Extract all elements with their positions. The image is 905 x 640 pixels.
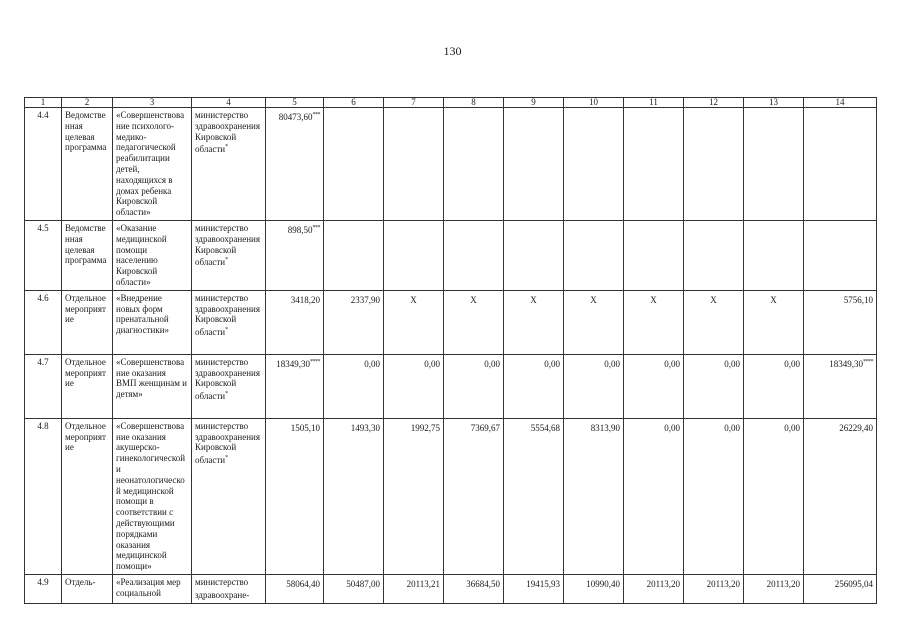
row-name: «Совершенствование оказания ВМП женщинам и детям» bbox=[113, 354, 192, 418]
column-number: 2 bbox=[62, 98, 113, 108]
value-cell bbox=[444, 418, 504, 574]
value-cell bbox=[444, 354, 504, 418]
value-cell bbox=[444, 574, 504, 603]
row-number: 4.6 bbox=[25, 290, 62, 354]
value-cell bbox=[324, 108, 384, 221]
value-cell bbox=[504, 290, 564, 354]
value-cell bbox=[504, 574, 564, 603]
value-cell bbox=[744, 354, 804, 418]
value-cell bbox=[684, 574, 744, 603]
executor-text: министерство здравоохранения Кировской области bbox=[195, 356, 261, 402]
value-text: 19415,93 bbox=[526, 578, 560, 589]
value-cell bbox=[744, 220, 804, 290]
row-number: 4.7 bbox=[25, 354, 62, 418]
program-table bbox=[24, 97, 877, 604]
value-text: 5756,10 bbox=[843, 294, 873, 305]
value-text: 0,00 bbox=[784, 358, 800, 369]
row-number: 4.9 bbox=[25, 574, 62, 603]
column-number: 12 bbox=[684, 98, 744, 108]
value-cell bbox=[804, 290, 877, 354]
row-executor bbox=[192, 108, 266, 221]
value-cell bbox=[564, 574, 624, 603]
value-text: 0,00 bbox=[424, 358, 440, 369]
value-text: 20113,21 bbox=[406, 578, 440, 589]
row-type: Отдель- bbox=[62, 574, 113, 603]
value-cell bbox=[744, 418, 804, 574]
value-cell bbox=[266, 574, 324, 603]
value-text: 7369,67 bbox=[470, 422, 500, 433]
value-cell bbox=[624, 108, 684, 221]
column-number: 10 bbox=[564, 98, 624, 108]
column-number: 6 bbox=[324, 98, 384, 108]
executor-footnote-mark: * bbox=[225, 144, 228, 151]
column-number: 11 bbox=[624, 98, 684, 108]
column-number: 4 bbox=[192, 98, 266, 108]
value-text: 58064,40 bbox=[286, 578, 320, 589]
value-cell bbox=[266, 290, 324, 354]
column-number: 5 bbox=[266, 98, 324, 108]
row-number: 4.8 bbox=[25, 418, 62, 574]
value-cell bbox=[624, 574, 684, 603]
row-number: 4.4 bbox=[25, 108, 62, 221]
value-cell bbox=[684, 418, 744, 574]
executor-text: министерство здравоохранения Кировской области bbox=[195, 222, 261, 268]
row-name: «Оказание медицинской помощи населению Кировской области» bbox=[113, 220, 192, 290]
value-cell bbox=[804, 108, 877, 221]
executor-text: министерство здравоохранения Кировской области bbox=[195, 292, 261, 338]
value-cell bbox=[504, 220, 564, 290]
column-number: 1 bbox=[25, 98, 62, 108]
value-text: 1505,10 bbox=[290, 422, 320, 433]
value-cell bbox=[684, 220, 744, 290]
value-cell bbox=[444, 220, 504, 290]
value-text: 898,50 bbox=[287, 224, 313, 235]
value-text: 50487,00 bbox=[346, 578, 380, 589]
executor-text: министерство здравоохране- bbox=[195, 576, 250, 600]
value-text: 18349,30 bbox=[276, 358, 310, 369]
column-number: 9 bbox=[504, 98, 564, 108]
value-cell bbox=[804, 418, 877, 574]
page-number: 130 bbox=[443, 44, 462, 58]
value-text: 1493,30 bbox=[350, 422, 380, 433]
value-text: 256095,04 bbox=[834, 578, 873, 589]
value-cell bbox=[744, 108, 804, 221]
value-text: 0,00 bbox=[724, 422, 740, 433]
value-cell bbox=[504, 108, 564, 221]
column-number: 13 bbox=[744, 98, 804, 108]
value-text: X bbox=[650, 294, 657, 305]
value-text: 36684,50 bbox=[466, 578, 500, 589]
value-text: 0,00 bbox=[664, 422, 680, 433]
value-cell bbox=[744, 290, 804, 354]
value-text: X bbox=[770, 294, 777, 305]
row-executor bbox=[192, 574, 266, 603]
row-executor bbox=[192, 290, 266, 354]
value-text: 3418,20 bbox=[290, 294, 320, 305]
value-cell bbox=[266, 418, 324, 574]
value-cell bbox=[384, 220, 444, 290]
value-cell bbox=[324, 354, 384, 418]
value-text: 5554,68 bbox=[530, 422, 560, 433]
value-text: X bbox=[710, 294, 717, 305]
executor-footnote-mark: * bbox=[225, 391, 228, 398]
value-cell bbox=[384, 290, 444, 354]
value-cell bbox=[444, 108, 504, 221]
executor-text: министерство здравоохранения Кировской области bbox=[195, 110, 261, 155]
row-name: «Реализация мер социальной bbox=[113, 574, 192, 603]
value-footnote-mark: *** bbox=[312, 224, 320, 231]
value-text: X bbox=[590, 294, 597, 305]
value-text: 2337,90 bbox=[350, 294, 380, 305]
column-number: 8 bbox=[444, 98, 504, 108]
row-executor bbox=[192, 354, 266, 418]
value-text: X bbox=[470, 294, 477, 305]
table-row bbox=[25, 220, 877, 290]
value-cell bbox=[624, 220, 684, 290]
value-cell bbox=[624, 418, 684, 574]
value-cell bbox=[384, 354, 444, 418]
value-text: 0,00 bbox=[784, 422, 800, 433]
row-type: Отдельное мероприятие bbox=[62, 290, 113, 354]
value-cell bbox=[744, 574, 804, 603]
value-cell bbox=[624, 354, 684, 418]
value-cell bbox=[804, 354, 877, 418]
row-type: Ведомственная целевая программа bbox=[62, 108, 113, 221]
value-text: 80473,60 bbox=[278, 112, 313, 122]
value-cell bbox=[324, 418, 384, 574]
value-cell bbox=[804, 574, 877, 603]
row-type: Отдельное мероприятие bbox=[62, 354, 113, 418]
value-cell bbox=[564, 108, 624, 221]
value-cell bbox=[684, 290, 744, 354]
value-text: 0,00 bbox=[364, 358, 380, 369]
value-cell bbox=[564, 354, 624, 418]
value-cell bbox=[324, 290, 384, 354]
value-text: 10990,40 bbox=[586, 578, 620, 589]
value-text: 26229,40 bbox=[839, 422, 873, 433]
value-text: 8313,90 bbox=[590, 422, 620, 433]
value-cell bbox=[684, 354, 744, 418]
value-cell bbox=[384, 108, 444, 221]
value-text: 0,00 bbox=[604, 358, 620, 369]
table-row bbox=[25, 574, 877, 603]
value-text: X bbox=[410, 294, 417, 305]
row-type: Ведомственная целевая программа bbox=[62, 220, 113, 290]
row-name: «Внедрение новых форм пренатальной диагностики» bbox=[113, 290, 192, 354]
row-executor bbox=[192, 220, 266, 290]
value-text: 0,00 bbox=[664, 358, 680, 369]
value-footnote-mark: **** bbox=[310, 358, 320, 365]
value-cell bbox=[384, 418, 444, 574]
table-row bbox=[25, 108, 877, 221]
column-number-row bbox=[25, 98, 877, 108]
column-number: 7 bbox=[384, 98, 444, 108]
table-row bbox=[25, 418, 877, 574]
value-text: 0,00 bbox=[724, 358, 740, 369]
value-cell bbox=[684, 108, 744, 221]
executor-text: министерство здравоохранения Кировской области bbox=[195, 420, 261, 466]
row-executor bbox=[192, 418, 266, 574]
value-cell bbox=[804, 220, 877, 290]
value-text: 20113,20 bbox=[706, 578, 740, 589]
value-cell bbox=[324, 574, 384, 603]
executor-footnote-mark: * bbox=[225, 257, 228, 264]
executor-footnote-mark: * bbox=[225, 327, 228, 334]
value-text: 0,00 bbox=[544, 358, 560, 369]
value-cell bbox=[504, 354, 564, 418]
value-text: 20113,20 bbox=[646, 578, 680, 589]
value-footnote-mark: **** bbox=[863, 358, 873, 365]
value-cell bbox=[504, 418, 564, 574]
column-number: 14 bbox=[804, 98, 877, 108]
value-cell bbox=[564, 220, 624, 290]
value-text: 20113,20 bbox=[766, 578, 800, 589]
row-name: «Совершенствование психолого-медико-педагогической реабилитации детей, находящихся в домах ребенка Кировской области» bbox=[113, 108, 192, 221]
executor-footnote-mark: * bbox=[225, 455, 228, 462]
row-name: «Совершенствование оказания акушерско-гинекологической и неонатологической медицинской помощи в соответствии с действующими порядками оказания медицинской помощи» bbox=[113, 418, 192, 574]
row-type: Отдельное мероприятие bbox=[62, 418, 113, 574]
value-cell bbox=[444, 290, 504, 354]
table-row bbox=[25, 290, 877, 354]
value-text: 1992,75 bbox=[410, 422, 440, 433]
value-cell bbox=[324, 220, 384, 290]
value-footnote-mark: *** bbox=[312, 112, 320, 118]
value-cell bbox=[564, 290, 624, 354]
value-text: X bbox=[530, 294, 537, 305]
value-cell bbox=[624, 290, 684, 354]
value-cell bbox=[564, 418, 624, 574]
value-text: 0,00 bbox=[484, 358, 500, 369]
value-cell bbox=[384, 574, 444, 603]
row-number: 4.5 bbox=[25, 220, 62, 290]
table-row bbox=[25, 354, 877, 418]
value-text: 18349,30 bbox=[829, 358, 863, 369]
column-number: 3 bbox=[113, 98, 192, 108]
value-cell bbox=[266, 354, 324, 418]
value-cell bbox=[266, 220, 324, 290]
value-cell bbox=[266, 108, 324, 221]
